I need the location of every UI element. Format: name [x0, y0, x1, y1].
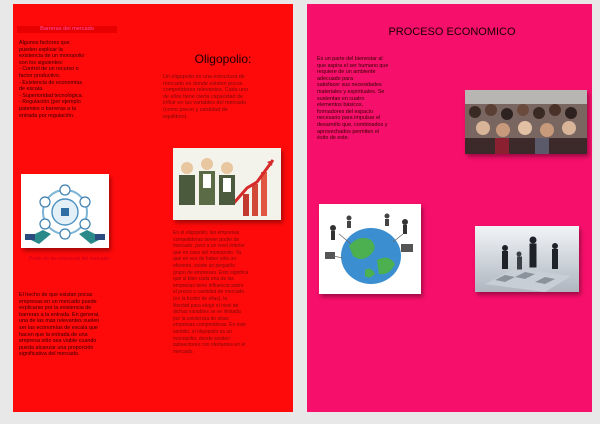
monopoly-factors-text: Algunos factores que pueden explicar la existencia de un monopolio son los siguientes: - Control de un recurso o factor productivo. - Existencia de economías de escala. - Superioridad tecnológica. - Regulación (por ejemplo patentes o barreras a la entrada por regulación.	[19, 40, 85, 119]
network-icons-image	[21, 174, 109, 248]
businessmen-chess-image	[475, 226, 579, 292]
globe-people-graphic	[319, 204, 421, 294]
business-growth-graphic	[173, 148, 281, 220]
businessmen-chess-graphic	[475, 226, 579, 292]
crowd-image	[465, 90, 587, 154]
business-growth-image	[173, 148, 281, 220]
globe-people-image	[319, 204, 421, 294]
crowd-graphic	[465, 90, 587, 154]
economic-process-text: Es un parte del bienestar al que aspira el ser humano que requiere de un ambiente adecuado para satisfacer sus necesidades materiales y espirituales. Se sustentan en cuatro elementos básicos, formadores del espacio necesario para impulsar el desarrollo que, combinados y aprovechados permiten el éxito de este.	[317, 56, 389, 142]
barriers-heading: Barreras del mercado	[40, 26, 94, 32]
oligopoly-market-power-text: En el oligopolio, las empresas competidoras tienen poder de mercado, pero a un nivel inferior que en caso del monopolio. Ya que en vez de haber sólo un oferente, existe un pequeño grupo de empresas. Esto significa que si bien cada una de las empresas tiene influencia sobre el precio o cantidad de mercado (en la fusión de ellas), la libertad para elegir el nivel de dichas variables se ve limitada por la existencia de otras empresas competidoras. En este sentido, el oligopolio es un monopolio, donde existen subsectores con ofertantes en el mercado.	[173, 230, 249, 355]
economic-process-heading: PROCESO ECONOMICO	[388, 26, 516, 38]
image-caption: Poder de las empresas del mercado	[28, 256, 110, 262]
oligopoly-heading: Oligopolio:	[194, 52, 252, 66]
left-page	[13, 4, 293, 412]
market-barriers-text: El hecho de que existan pocas empresas en un mercado puede explicarse por la existencia de barreras a la entrada. En general, una de las más relevantes suelen ser las economías de escala que hacen que la entrada de una empresa sólo sea viable cuando pueda alcanzar una proporción significativa del mercado.	[19, 292, 100, 358]
network-icons-graphic	[21, 174, 109, 248]
oligopoly-definition-text: Un oligopolio es una estructura de mercado en donde existen pocos competidores relevantes. Cada uno de ellos tiene cierta capacidad de influir en las variables del mercado (como precio y cantidad de equilibrio).	[163, 74, 249, 120]
right-page	[307, 4, 592, 412]
